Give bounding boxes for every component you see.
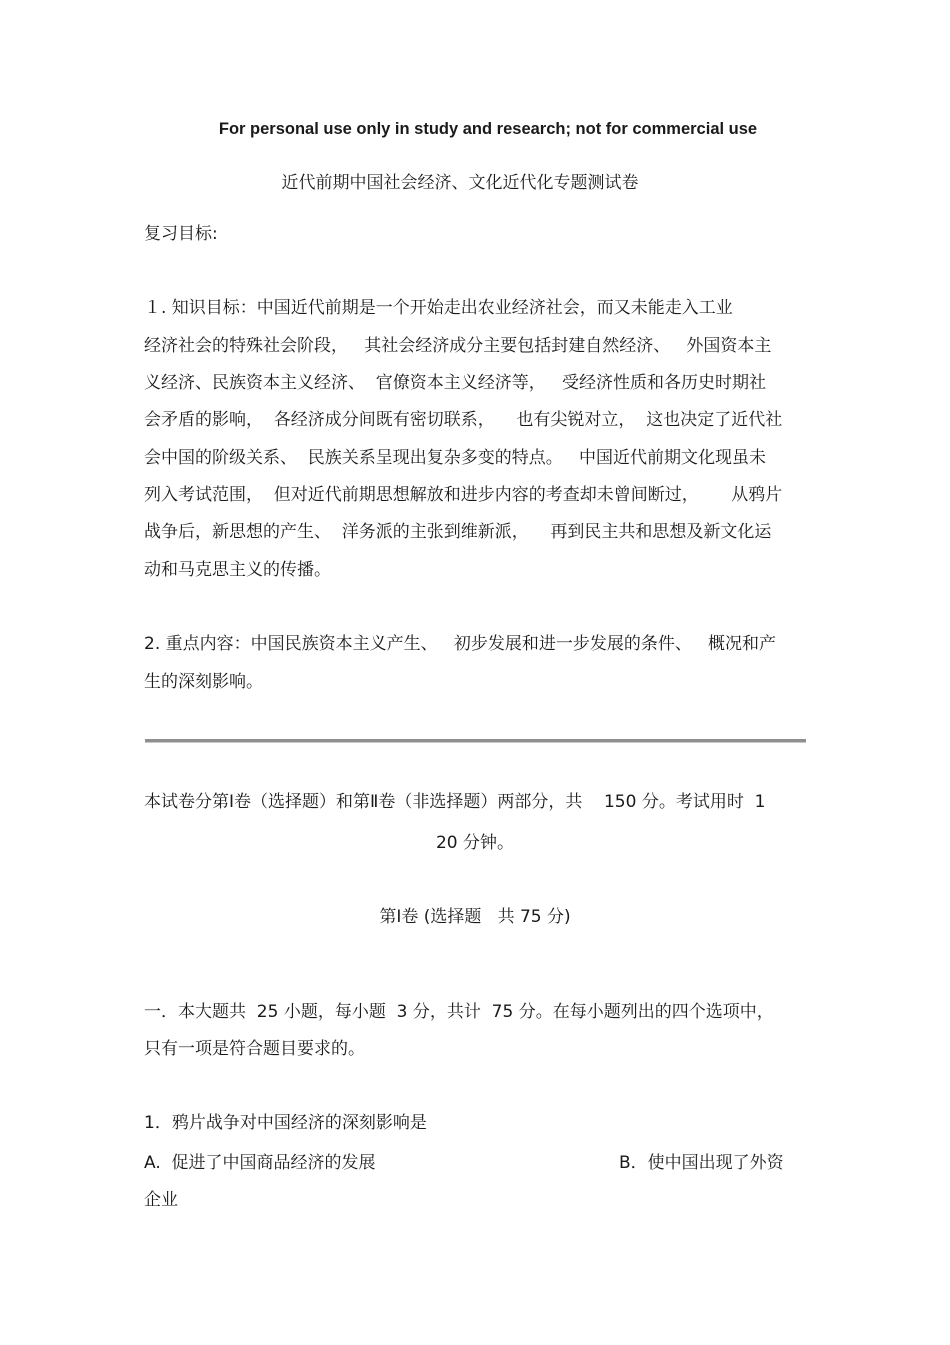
paragraph-line: １. 知识目标：中国近代前期是一个开始走出农业经济社会，而又未能走入工业 xyxy=(144,298,733,318)
section-title: 第Ⅰ卷 (选择题 共 75 分) xyxy=(379,907,571,927)
exam-intro-line: 本试卷分第Ⅰ卷（选择题）和第Ⅱ卷（非选择题）两部分，共 150 分。考试用时 1 xyxy=(144,792,766,812)
disclaimer-text: For personal use only in study and research; not for commercial use xyxy=(218,120,758,138)
document-title: 近代前期中国社会经济、文化近代化专题测试卷 xyxy=(281,173,639,193)
option-a: A. 促进了中国商品经济的发展 xyxy=(144,1153,376,1173)
paragraph-line: 列入考试范围， 但对近代前期思想解放和进步内容的考查却未曾间断过， 从鸦片 xyxy=(144,485,783,505)
paragraph-line: 会矛盾的影响， 各经济成分间既有密切联系， 也有尖锐对立， 这也决定了近代社 xyxy=(144,410,783,430)
paragraph-line: 会中国的阶级关系、 民族关系呈现出复杂多变的特点。 中国近代前期文化现虽未 xyxy=(144,448,767,468)
paragraph-line: 动和马克思主义的传播。 xyxy=(144,560,331,580)
paragraph-line: 义经济、民族资本主义经济、 官僚资本主义经济等， 受经济性质和各历史时期社 xyxy=(144,373,767,393)
paragraph-line: 生的深刻影响。 xyxy=(144,672,263,692)
section-divider xyxy=(145,739,806,743)
paragraph-line: 2. 重点内容：中国民族资本主义产生、 初步发展和进一步发展的条件、 概况和产 xyxy=(144,634,777,654)
paragraph-line: 经济社会的特殊社会阶段， 其社会经济成分主要包括封建自然经济、 外国资本主 xyxy=(144,336,772,356)
option-b-continuation: 企业 xyxy=(144,1190,178,1210)
part-instructions: 只有一项是符合题目要求的。 xyxy=(144,1039,365,1059)
option-b: B．使中国出现了外资 xyxy=(619,1153,784,1173)
part-instructions: 一．本大题共 25 小题，每小题 3 分，共计 75 分。在每小题列出的四个选项中， xyxy=(144,1002,774,1022)
question-stem: 1．鸦片战争对中国经济的深刻影响是 xyxy=(144,1113,427,1133)
paragraph-line: 战争后，新思想的产生、 洋务派的主张到维新派， 再到民主共和思想及新文化运 xyxy=(144,522,772,542)
exam-intro-line: 20 分钟。 xyxy=(435,833,515,853)
review-heading: 复习目标: xyxy=(144,224,218,244)
